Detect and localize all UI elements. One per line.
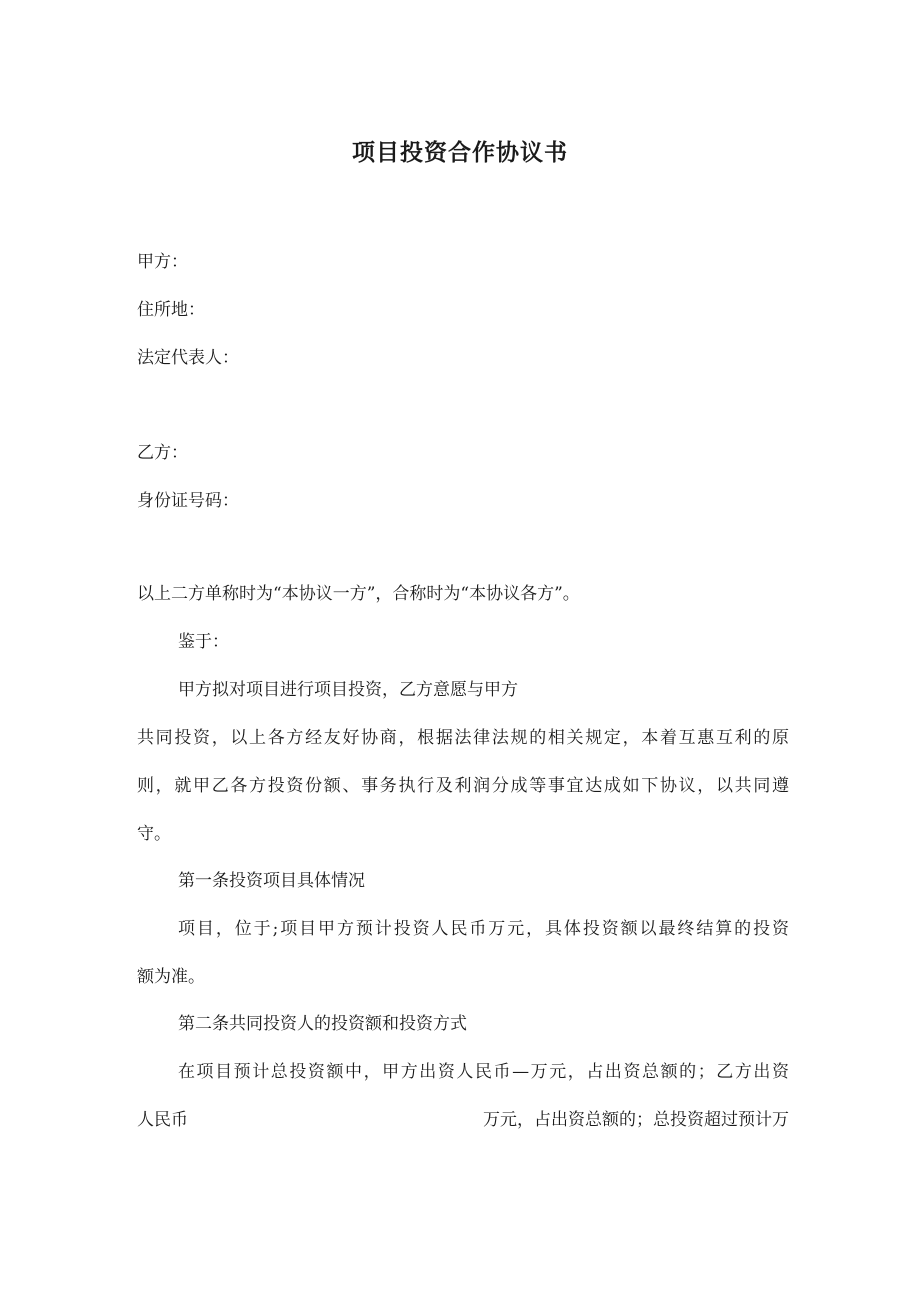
intro-paragraph: 以上二方单称时为“本协议一方”，合称时为“本协议各方”。 <box>137 584 580 604</box>
article-2-line <box>137 1108 789 1132</box>
party-a-label: 甲方： <box>137 252 188 272</box>
party-b-id-label: 身份证号码： <box>137 491 239 511</box>
whereas-line: 甲方拟对项目进行项目投资，乙方意愿与甲方 <box>178 680 518 700</box>
article-1-line: 项目，位于;项目甲方预计投资人民币万元，具体投资额以最终结算的投资 <box>178 919 789 939</box>
article-2-line: 在项目预计总投资额中，甲方出资人民币—万元，占出资总额的；乙方出资 <box>178 1062 789 1082</box>
party-b-label: 乙方： <box>137 443 188 463</box>
article-2-heading: 第二条共同投资人的投资额和投资方式 <box>178 1014 467 1034</box>
document-title: 项目投资合作协议书 <box>352 140 568 166</box>
article-1-line: 额为准。 <box>137 967 205 987</box>
whereas-line: 则，就甲乙各方投资份额、事务执行及利润分成等事宜达成如下协议，以共同遵 <box>137 776 789 796</box>
party-a-representative-label: 法定代表人： <box>137 348 239 368</box>
party-a-address-label: 住所地： <box>137 300 205 320</box>
article-2-line-left: 人民币 <box>137 1110 188 1130</box>
whereas-line: 守。 <box>137 824 171 844</box>
article-1-heading: 第一条投资项目具体情况 <box>178 871 365 891</box>
whereas-line: 共同投资，以上各方经友好协商，根据法律法规的相关规定，本着互惠互利的原 <box>137 728 789 748</box>
whereas-label: 鉴于： <box>178 632 229 652</box>
article-2-line-right: 万元，占出资总额的；总投资超过预计万 <box>483 1110 789 1130</box>
